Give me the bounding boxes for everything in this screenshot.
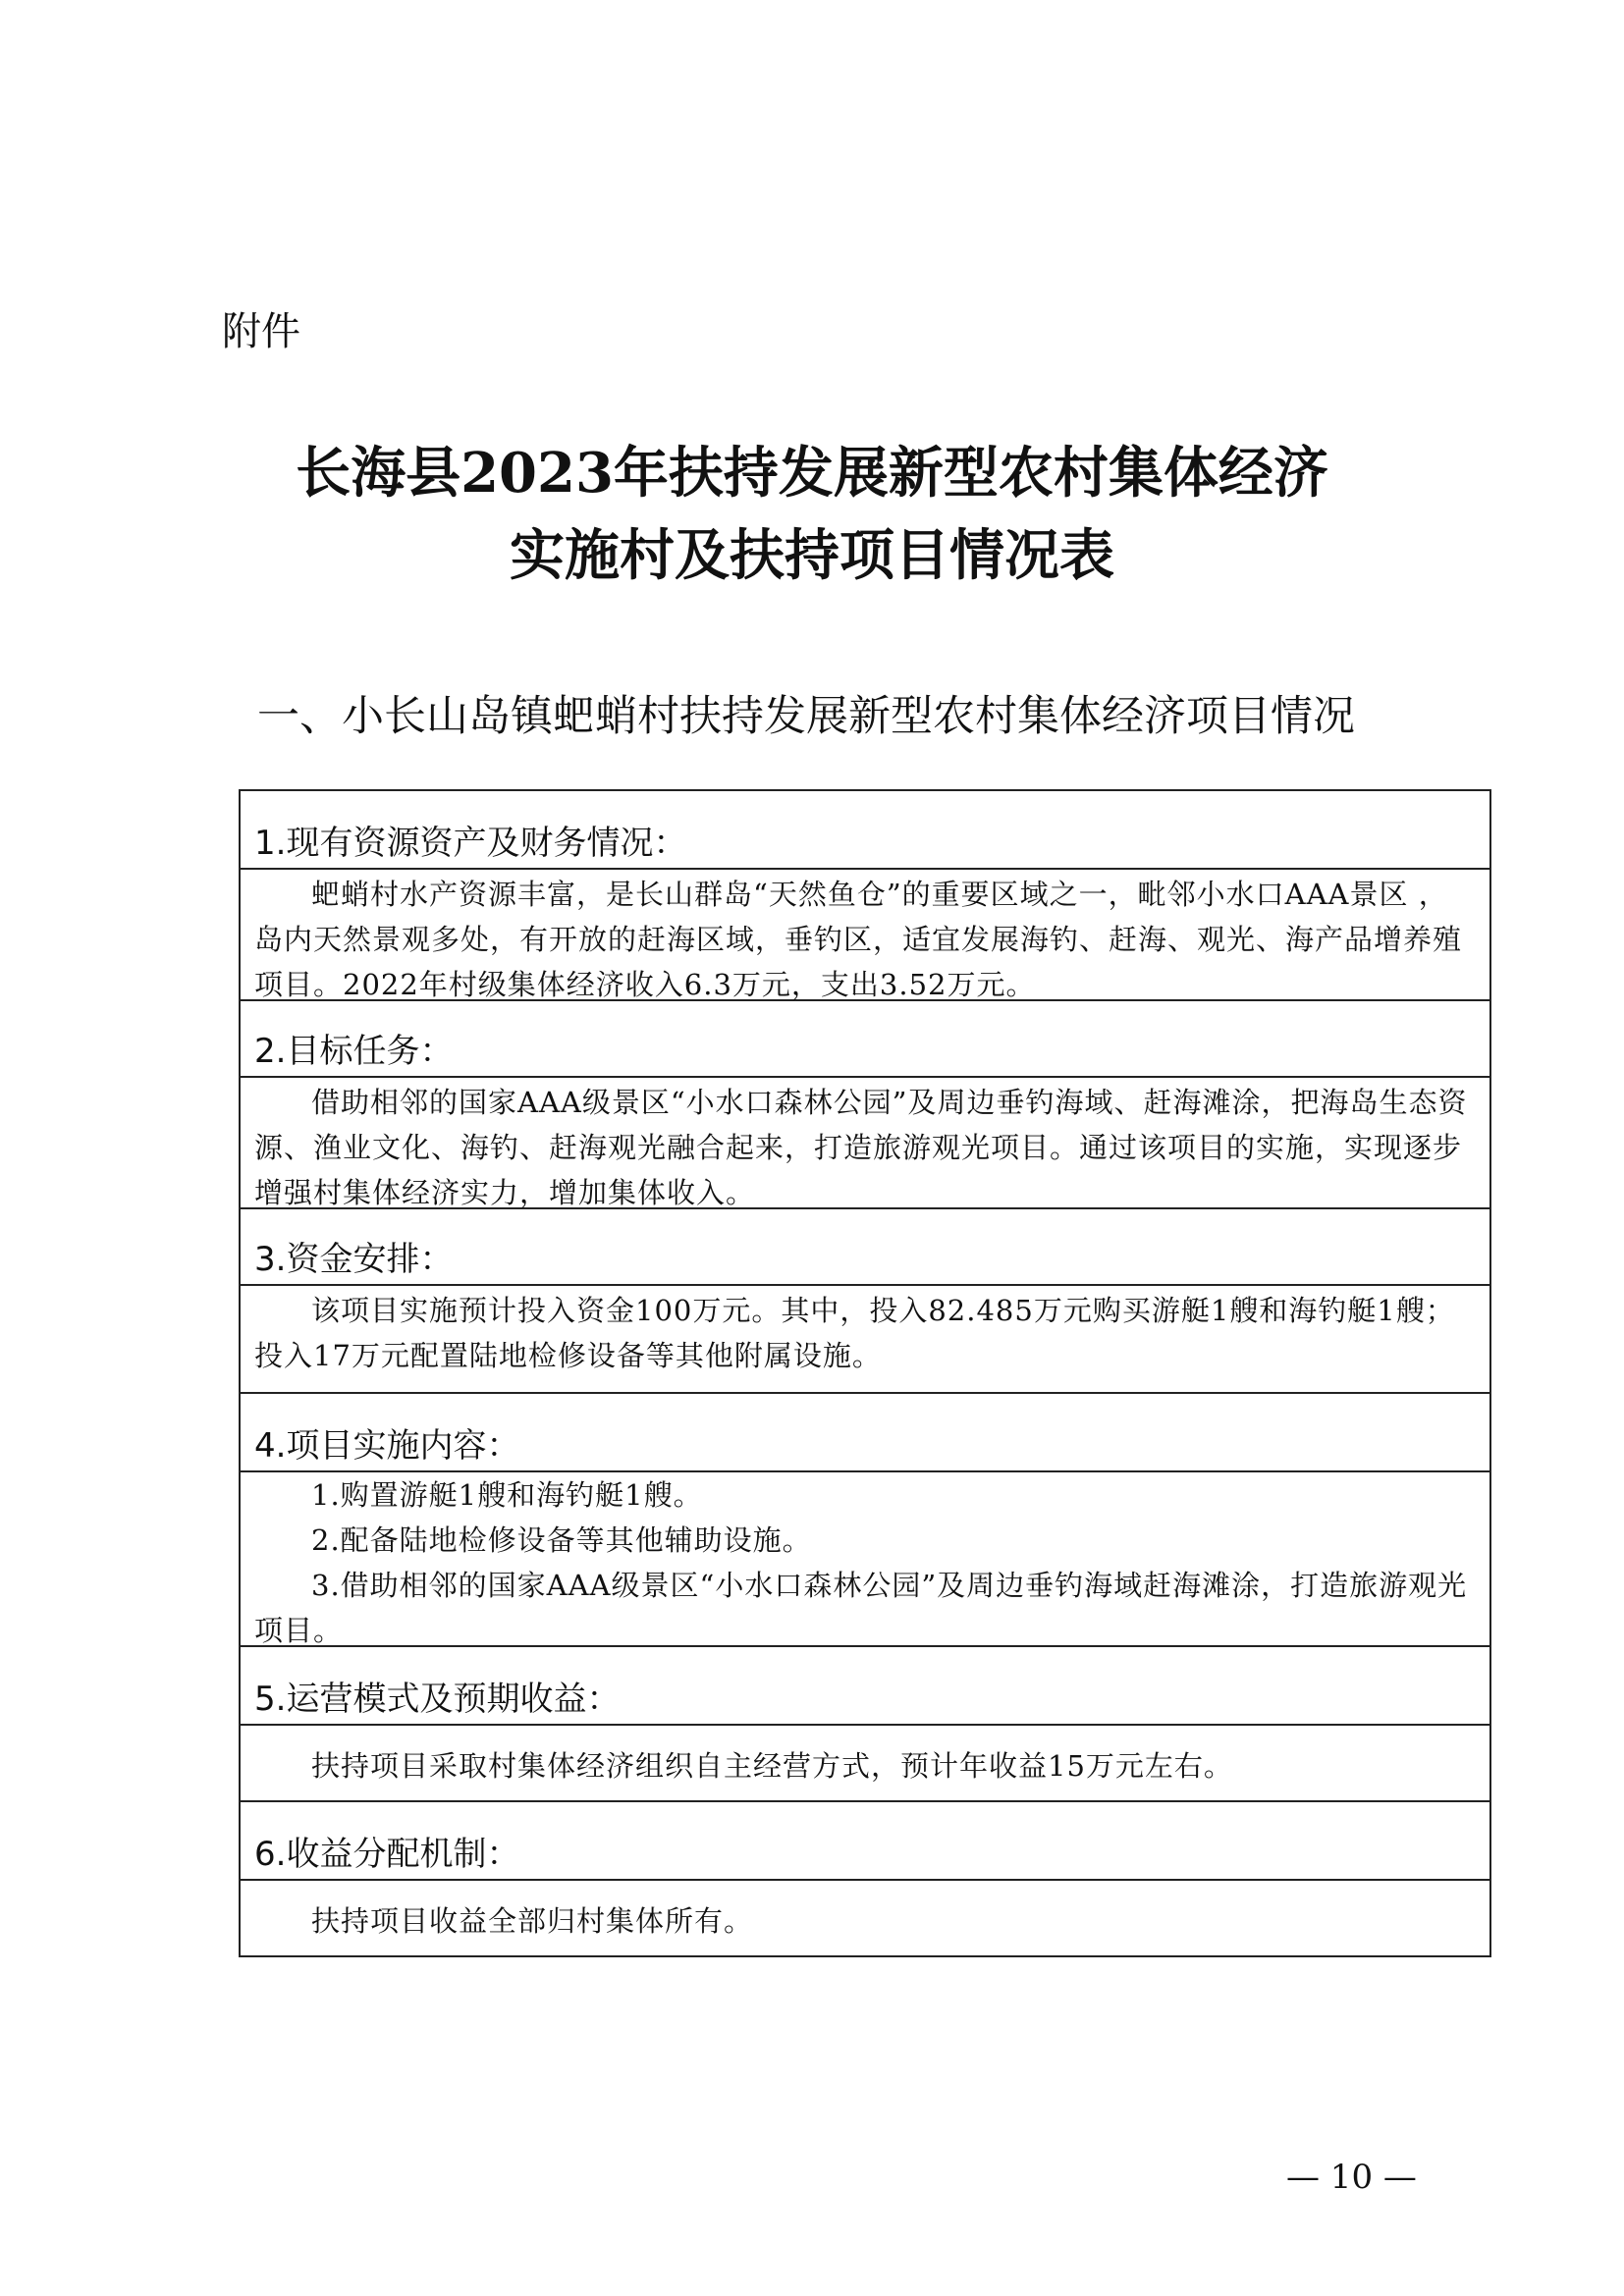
section-4-heading: 4.项目实施内容： bbox=[241, 1392, 1489, 1470]
section-6-paragraph: 扶持项目收益全部归村集体所有。 bbox=[311, 1904, 754, 1938]
section-1-heading: 1.现有资源资产及财务情况： bbox=[254, 824, 687, 863]
section-3-heading: 3.资金安排： bbox=[241, 1207, 1489, 1284]
section-1-body bbox=[241, 868, 1489, 999]
section-6-heading: 6.收益分配机制： bbox=[241, 1800, 1489, 1879]
section-4-body bbox=[241, 1470, 1489, 1645]
section-3-body bbox=[241, 1284, 1489, 1392]
section-4-item-2: 2.配备陆地检修设备等其他辅助设施。 bbox=[311, 1523, 812, 1557]
section-6-body bbox=[241, 1879, 1489, 1955]
section-2-paragraph: 借助相邻的国家AAA级景区“小水口森林公园”及周边垂钓海域、赶海滩涂，把海岛生态资源、渔业文化、海钓、赶海观光融合起来，打造旅游观光项目。通过该项目的实施，实现逐步增强村集体经济实力，增加集体收入。 bbox=[254, 1086, 1468, 1209]
section-2-body bbox=[241, 1076, 1489, 1207]
attachment-label: 附件 bbox=[222, 309, 300, 354]
section-2-heading: 2.目标任务： bbox=[241, 999, 1489, 1076]
title-line-2: 实施村及扶持项目情况表 bbox=[510, 523, 1114, 588]
project-info-table bbox=[239, 789, 1491, 1957]
section-4-item-1: 1.购置游艇1艘和海钓艇1艘。 bbox=[311, 1478, 703, 1512]
section-1-paragraph: 蚆蛸村水产资源丰富，是长山群岛“天然鱼仓”的重要区域之一，毗邻小水口AAA景区 ，岛内天然景观多处，有开放的赶海区域，垂钓区，适宜发展海钓、赶海、观光、海产品增养殖项目。2022年村级集体经济收入6.3万元，支出3.52万元。 bbox=[254, 878, 1463, 1001]
title-line-1: 长海县2023年扶持发展新型农村集体经济 bbox=[296, 441, 1328, 506]
section-heading: 一、小长山岛镇蚆蛸村扶持发展新型农村集体经济项目情况 bbox=[257, 692, 1355, 741]
section-5-paragraph: 扶持项目采取村集体经济组织自主经营方式，预计年收益15万元左右。 bbox=[311, 1749, 1233, 1783]
page-number: — 10 — bbox=[1286, 2158, 1417, 2197]
section-4-item-3: 3.借助相邻的国家AAA级景区“小水口森林公园”及周边垂钓海域赶海滩涂，打造旅游观光项目。 bbox=[254, 1569, 1468, 1647]
section-5-body bbox=[241, 1724, 1489, 1800]
section-5-heading: 5.运营模式及预期收益： bbox=[241, 1645, 1489, 1724]
section-3-paragraph: 该项目实施预计投入资金100万元。其中，投入82.485万元购买游艇1艘和海钓艇1艘；投入17万元配置陆地检修设备等其他附属设施。 bbox=[254, 1294, 1455, 1372]
document-title bbox=[147, 432, 1477, 597]
